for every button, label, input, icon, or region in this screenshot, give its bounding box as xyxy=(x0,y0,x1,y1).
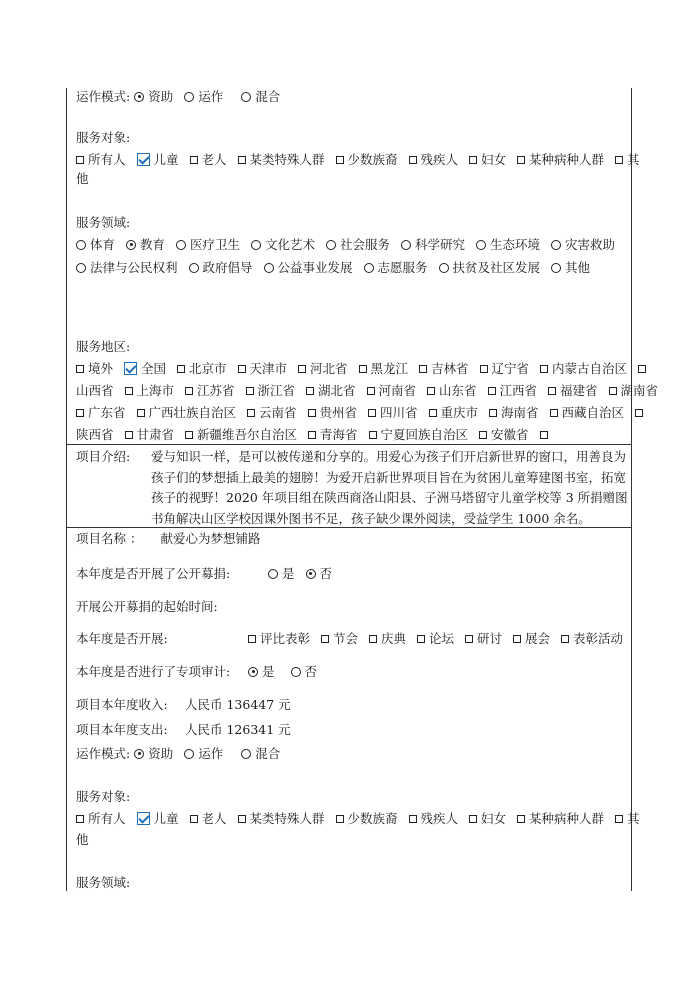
event-option[interactable]: 研讨 xyxy=(465,630,502,648)
service-region-row xyxy=(76,426,552,444)
field-option[interactable]: 社会服务 xyxy=(326,236,390,254)
public-fundraising-options xyxy=(268,565,339,583)
radio-icon xyxy=(476,240,486,250)
field-option[interactable]: 扶贫及社区发展 xyxy=(439,259,541,277)
target-option[interactable]: 某种病种人群 xyxy=(517,810,604,828)
public-option-yes[interactable]: 是 xyxy=(268,565,295,583)
checkbox-icon xyxy=(465,635,473,643)
field-option[interactable]: 体育 xyxy=(76,236,115,254)
target-option[interactable]: 少数族裔 xyxy=(336,151,398,169)
target-option[interactable]: 老人 xyxy=(190,810,227,828)
audit-options xyxy=(248,663,324,681)
event-label: 本年度是否开展: xyxy=(76,631,168,646)
field-option[interactable]: 医疗卫生 xyxy=(176,236,240,254)
checkbox-icon xyxy=(185,387,193,395)
mode-option-mixed[interactable]: 混合 xyxy=(241,88,280,106)
checkbox-icon xyxy=(248,635,256,643)
checkbox-icon xyxy=(368,409,376,417)
target-option-wrap: 他 xyxy=(76,171,89,186)
public-option-no[interactable]: 否 xyxy=(306,565,333,583)
checkbox-icon xyxy=(336,156,344,164)
service-region-row xyxy=(76,382,665,400)
operation-mode-row xyxy=(76,745,287,763)
region-option[interactable]: 北京市 xyxy=(177,360,227,378)
event-option[interactable]: 论坛 xyxy=(417,630,454,648)
checkbox-icon[interactable] xyxy=(635,409,643,417)
radio-icon xyxy=(184,749,194,759)
project-intro-label: 项目介绍: xyxy=(76,449,131,464)
target-option[interactable]: 老人 xyxy=(190,151,227,169)
region-option[interactable]: 黑龙江 xyxy=(359,360,409,378)
checkbox-icon xyxy=(298,365,306,373)
region-option[interactable]: 江西省 xyxy=(488,382,538,400)
target-option-children[interactable]: 儿童 xyxy=(137,810,179,828)
checkbox-icon xyxy=(479,431,487,439)
target-option[interactable]: 某类特殊人群 xyxy=(238,810,325,828)
service-target-label: 服务对象: xyxy=(76,130,131,145)
region-option[interactable]: 吉林省 xyxy=(419,360,469,378)
checkbox-icon xyxy=(369,635,377,643)
income-value: 人民币 136447 元 xyxy=(185,697,291,712)
checkbox-icon xyxy=(246,387,254,395)
checkbox-checked-icon xyxy=(137,812,150,825)
region-option[interactable]: 河北省 xyxy=(298,360,348,378)
checkbox-icon xyxy=(488,387,496,395)
checkbox-icon xyxy=(615,156,623,164)
region-option[interactable]: 陕西省 xyxy=(76,427,114,442)
checkbox-icon xyxy=(76,815,84,823)
radio-icon xyxy=(326,240,336,250)
checkbox-icon xyxy=(336,815,344,823)
field-option-education[interactable]: 教育 xyxy=(126,236,165,254)
checkbox-icon xyxy=(137,409,145,417)
field-option[interactable]: 公益事业发展 xyxy=(264,259,353,277)
checkbox-icon xyxy=(247,409,255,417)
target-option[interactable]: 少数族裔 xyxy=(336,810,398,828)
mode-option-grant[interactable]: 资助 xyxy=(134,745,173,763)
field-option[interactable]: 灾害救助 xyxy=(551,236,615,254)
operation-mode-row xyxy=(76,88,287,106)
project-intro-text: 爱与知识一样，是可以被传递和分享的。用爱心为孩子们开启新世界的窗口，用善良为孩子们的梦想插上最美的翅膀！为爱开启新世界项目旨在为贫困儿童筹建图书室，拓宽孩子的视野！2020 年项目组在陕西商洛山阳县、子洲马塔留守儿童学校等 3 所捐赠图书角解决山区学校因课外图书不足，孩子缺少课外阅读，受益学生 1000 余名。 xyxy=(151,449,628,526)
target-option[interactable]: 残疾人 xyxy=(409,151,459,169)
region-option[interactable]: 河南省 xyxy=(367,382,417,400)
checkbox-checked-icon xyxy=(137,153,150,166)
checkbox-icon xyxy=(513,635,521,643)
table-right-border xyxy=(631,88,632,891)
event-option[interactable]: 节会 xyxy=(321,630,358,648)
checkbox-icon xyxy=(308,409,316,417)
service-region-row xyxy=(76,360,650,378)
radio-icon xyxy=(439,263,449,273)
radio-icon xyxy=(364,263,374,273)
region-option[interactable]: 重庆市 xyxy=(429,404,479,422)
checkbox-icon xyxy=(177,365,185,373)
checkbox-icon xyxy=(429,409,437,417)
checkbox-icon xyxy=(517,815,525,823)
event-options xyxy=(248,630,630,648)
operation-mode-label: 运作模式: xyxy=(76,746,131,761)
region-option[interactable]: 上海市 xyxy=(125,382,175,400)
region-option[interactable]: 安徽省 xyxy=(479,426,529,444)
checkbox-icon xyxy=(238,156,246,164)
target-option[interactable]: 某类特殊人群 xyxy=(238,151,325,169)
radio-selected-icon xyxy=(126,240,136,250)
project-name-value: 献爱心为梦想铺路 xyxy=(160,531,261,546)
target-option[interactable]: 其 xyxy=(615,151,640,169)
region-option[interactable]: 境外 xyxy=(76,360,113,378)
field-option[interactable]: 志愿服务 xyxy=(364,259,428,277)
income-label: 项目本年度收入: xyxy=(76,697,168,712)
audit-label: 本年度是否进行了专项审计: xyxy=(76,664,231,679)
checkbox-icon xyxy=(190,156,198,164)
event-option[interactable]: 展会 xyxy=(513,630,550,648)
region-option[interactable]: 新疆维吾尔自治区 xyxy=(185,426,297,444)
field-option[interactable]: 生态环境 xyxy=(476,236,540,254)
field-option[interactable]: 科学研究 xyxy=(401,236,465,254)
field-option[interactable]: 文化艺术 xyxy=(251,236,315,254)
service-target-label: 服务对象: xyxy=(76,789,131,804)
field-option[interactable]: 其他 xyxy=(551,259,590,277)
field-option[interactable]: 政府倡导 xyxy=(189,259,253,277)
service-region-row xyxy=(76,404,647,422)
radio-selected-icon xyxy=(134,749,144,759)
checkbox-icon xyxy=(480,365,488,373)
target-option[interactable]: 妇女 xyxy=(469,810,506,828)
mode-option-mixed[interactable]: 混合 xyxy=(241,745,280,763)
checkbox-icon xyxy=(469,815,477,823)
region-option[interactable]: 湖南省 xyxy=(609,382,659,400)
region-option[interactable]: 海南省 xyxy=(489,404,539,422)
target-option[interactable]: 某种病种人群 xyxy=(517,151,604,169)
checkbox-icon xyxy=(417,635,425,643)
checkbox-icon xyxy=(489,409,497,417)
region-option[interactable]: 江苏省 xyxy=(185,382,235,400)
checkbox-icon xyxy=(550,409,558,417)
target-option-children[interactable]: 儿童 xyxy=(137,151,179,169)
mode-option-operate[interactable]: 运作 xyxy=(184,745,223,763)
region-option[interactable]: 西藏自治区 xyxy=(550,404,625,422)
service-field-label: 服务领域: xyxy=(76,875,131,890)
checkbox-icon xyxy=(359,365,367,373)
radio-icon xyxy=(401,240,411,250)
radio-icon xyxy=(291,667,301,677)
region-option[interactable]: 青海省 xyxy=(308,426,358,444)
event-option[interactable]: 评比表彰 xyxy=(248,630,310,648)
audit-option-no[interactable]: 否 xyxy=(291,663,318,681)
target-option[interactable]: 所有人 xyxy=(76,810,126,828)
checkbox-icon xyxy=(238,815,246,823)
mode-option-grant[interactable]: 资助 xyxy=(134,88,173,106)
target-option[interactable]: 其 xyxy=(615,810,640,828)
region-option[interactable]: 广东省 xyxy=(76,404,126,422)
operation-mode-label: 运作模式: xyxy=(76,89,131,104)
checkbox-icon xyxy=(308,431,316,439)
radio-selected-icon xyxy=(248,667,258,677)
public-fundraising-label: 本年度是否开展了公开募捐: xyxy=(76,566,231,581)
region-option[interactable]: 辽宁省 xyxy=(480,360,530,378)
event-option[interactable]: 庆典 xyxy=(369,630,406,648)
checkbox-icon xyxy=(125,387,133,395)
radio-icon xyxy=(551,263,561,273)
checkbox-checked-icon xyxy=(124,362,137,375)
radio-icon xyxy=(76,240,86,250)
checkbox-icon xyxy=(306,387,314,395)
checkbox-icon[interactable] xyxy=(638,365,646,373)
checkbox-icon xyxy=(548,387,556,395)
mode-option-operate[interactable]: 运作 xyxy=(184,88,223,106)
checkbox-icon xyxy=(409,156,417,164)
checkbox-icon xyxy=(615,815,623,823)
region-option[interactable]: 宁夏回族自治区 xyxy=(369,426,469,444)
project-name-label: 项目名称 ： xyxy=(76,531,143,546)
checkbox-icon xyxy=(76,156,84,164)
fundraising-start-label: 开展公开募捐的起始时间: xyxy=(76,599,218,614)
checkbox-icon xyxy=(427,387,435,395)
region-option[interactable]: 湖北省 xyxy=(306,382,356,400)
checkbox-icon xyxy=(190,815,198,823)
expense-label: 项目本年度支出: xyxy=(76,722,168,737)
checkbox-icon xyxy=(369,431,377,439)
region-option[interactable]: 广西壮族自治区 xyxy=(137,404,237,422)
target-option[interactable]: 残疾人 xyxy=(409,810,459,828)
region-option[interactable]: 山西省 xyxy=(76,383,114,398)
region-option[interactable]: 福建省 xyxy=(548,382,598,400)
radio-icon xyxy=(184,92,194,102)
table-left-border xyxy=(66,88,67,891)
service-target-options xyxy=(76,151,647,169)
target-option[interactable]: 妇女 xyxy=(469,151,506,169)
field-option[interactable]: 法律与公民权利 xyxy=(76,259,178,277)
region-option[interactable]: 云南省 xyxy=(247,404,297,422)
checkbox-icon xyxy=(321,635,329,643)
service-target-options xyxy=(76,810,647,828)
checkbox-icon xyxy=(609,387,617,395)
event-option[interactable]: 表彰活动 xyxy=(561,630,623,648)
checkbox-icon xyxy=(469,156,477,164)
checkbox-icon xyxy=(409,815,417,823)
radio-icon xyxy=(251,240,261,250)
region-option[interactable]: 浙江省 xyxy=(246,382,296,400)
radio-selected-icon xyxy=(134,92,144,102)
checkbox-icon[interactable] xyxy=(540,431,548,439)
expense-value: 人民币 126341 元 xyxy=(185,722,291,737)
region-option-national[interactable]: 全国 xyxy=(124,360,166,378)
checkbox-icon xyxy=(419,365,427,373)
checkbox-icon xyxy=(367,387,375,395)
target-option-wrap: 他 xyxy=(76,832,89,847)
target-option[interactable]: 所有人 xyxy=(76,151,126,169)
checkbox-icon xyxy=(540,365,548,373)
radio-icon xyxy=(241,92,251,102)
region-option[interactable]: 山东省 xyxy=(427,382,477,400)
checkbox-icon xyxy=(76,365,84,373)
service-field-row xyxy=(76,236,622,254)
row-divider xyxy=(66,444,632,445)
region-option[interactable]: 贵州省 xyxy=(308,404,358,422)
region-option[interactable]: 内蒙古自治区 xyxy=(540,360,627,378)
radio-icon xyxy=(76,263,86,273)
service-field-label: 服务领域: xyxy=(76,215,131,230)
checkbox-icon xyxy=(185,431,193,439)
checkbox-icon xyxy=(76,409,84,417)
checkbox-icon xyxy=(238,365,246,373)
region-option[interactable]: 天津市 xyxy=(238,360,288,378)
project-name-row xyxy=(76,530,260,548)
service-field-row xyxy=(76,259,597,277)
checkbox-icon xyxy=(125,431,133,439)
region-option[interactable]: 甘肃省 xyxy=(125,426,175,444)
checkbox-icon xyxy=(517,156,525,164)
radio-icon xyxy=(176,240,186,250)
radio-icon xyxy=(241,749,251,759)
region-option[interactable]: 四川省 xyxy=(368,404,418,422)
checkbox-icon xyxy=(561,635,569,643)
radio-icon xyxy=(551,240,561,250)
audit-option-yes[interactable]: 是 xyxy=(248,663,275,681)
radio-icon xyxy=(264,263,274,273)
radio-icon xyxy=(189,263,199,273)
radio-selected-icon xyxy=(306,569,316,579)
service-region-label: 服务地区: xyxy=(76,339,131,354)
radio-icon xyxy=(268,569,278,579)
